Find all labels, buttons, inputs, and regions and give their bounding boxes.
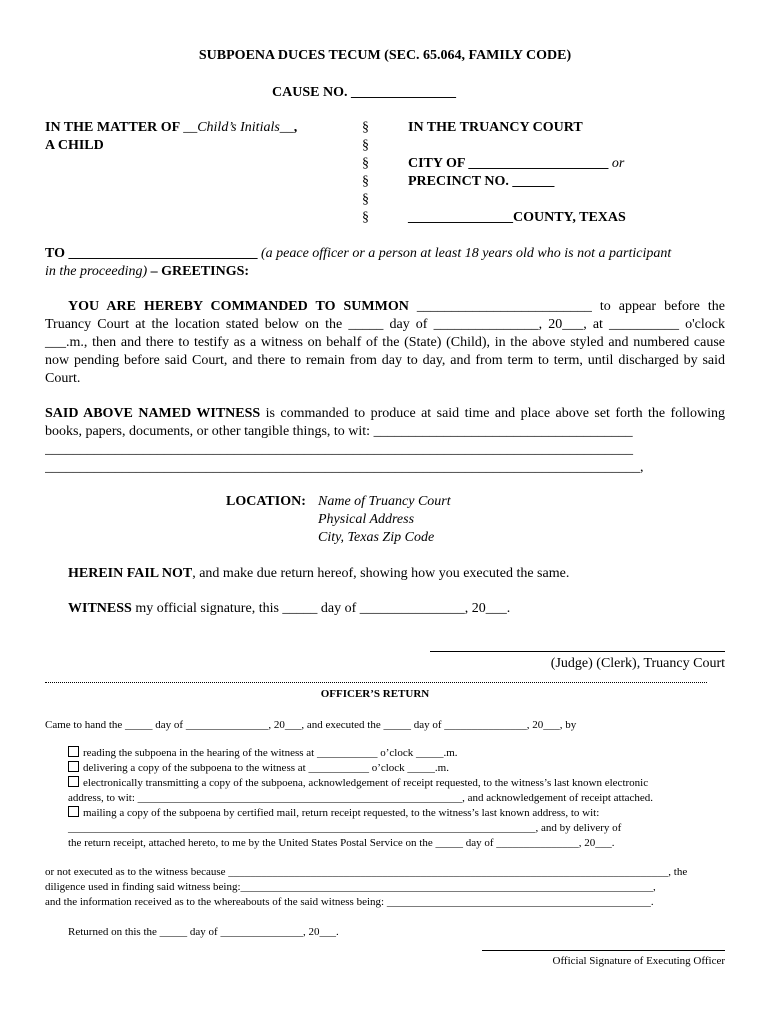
to-line-2 [45,263,249,281]
option-mailing-receipt: the return receipt, attached hereto, to me by the United States Postal Service on the _____ day of _______________, 20___. [68,837,615,849]
witness-produce-line-3: _____________________________________________________________________________________, [45,460,644,475]
county-line: _______________COUNTY, TEXAS [408,210,626,225]
document-title: SUBPOENA DUCES TECUM (SEC. 65.064, FAMILY CODE) [198,48,572,63]
matter-prefix: IN THE MATTER OF [45,120,180,135]
cause-number: CAUSE NO. _______________ [272,85,456,100]
matter-comma: , [293,120,298,135]
greetings: – GREETINGS: [147,264,250,279]
precinct-line: PRECINCT NO. ______ [408,174,555,189]
section-symbol: § [362,210,369,225]
to-paren-2: in the proceeding) [45,264,148,279]
court-name: IN THE TRUANCY COURT [408,120,583,135]
returned-line: Returned on this the _____ day of _______________, 20___. [68,926,339,938]
witness-signature-line [68,600,510,618]
command-bold: YOU ARE HEREBY COMMANDED TO SUMMON [68,299,409,314]
option-electronic [68,776,648,790]
city-of-line [408,155,624,173]
location-address: Physical Address [318,512,415,527]
option-delivering [68,761,449,775]
to-label: TO ___________________________ [45,246,258,261]
judge-clerk-label: (Judge) (Clerk), Truancy Court [550,656,725,671]
a-child-label: A CHILD [45,138,104,153]
whereabouts-line: and the information received as to the whereabouts of the said witness being: ________________________________________________. [45,896,654,908]
herein-bold: HEREIN FAIL NOT [68,566,193,581]
judge-signature-line [430,651,725,652]
officer-signature-label: Official Signature of Executing Officer [552,955,725,967]
option-delivering-text: delivering a copy of the subpoena to the witness at ___________ o’clock _____.m. [83,762,449,774]
section-symbol: § [362,174,369,189]
option-reading-text: reading the subpoena in the hearing of the witness at ___________ o’clock _____.m. [83,747,458,759]
section-symbol: § [362,192,369,207]
witness-produce-text: is commanded to produce at said time and place above set forth the following books, papers, documents, or other tangible things, to wit: _____________________________________ [45,406,725,439]
city-of-label: CITY OF ____________________ [408,156,609,171]
officers-return-heading: OFFICER’S RETURN [320,688,430,700]
matter-line [45,119,297,137]
location-city: City, Texas Zip Code [318,530,435,545]
delivering-checkbox[interactable] [68,761,79,772]
reading-checkbox[interactable] [68,746,79,757]
herein-line [68,565,569,583]
witness-text: my official signature, this _____ day of _______________, 20___. [131,601,511,616]
section-symbol: § [362,156,369,171]
witness-produce-line-2: ____________________________________________________________________________________ [45,442,633,457]
option-electronic-address: address, to wit: ___________________________________________________________, and acknowledgement of receipt attached. [68,792,654,804]
officer-signature-line [482,950,725,951]
witness-produce-paragraph [45,405,725,441]
childs-initials: __Child’s Initials__ [183,120,294,135]
section-divider [45,682,707,683]
option-mailing-text: mailing a copy of the subpoena by certified mail, return receipt requested, to the witness’s last known address, to wit: [83,807,600,819]
electronic-checkbox[interactable] [68,776,79,787]
option-reading [68,746,458,760]
command-paragraph [45,298,725,388]
option-mailing [68,806,599,820]
or-label: or [611,156,625,171]
to-paren: (a peace officer or a person at least 18 years old who is not a participant [257,246,672,261]
herein-text: , and make due return hereof, showing how you executed the same. [192,566,570,581]
witness-produce-bold: SAID ABOVE NAMED WITNESS [45,406,261,421]
location-label: LOCATION: [226,494,306,509]
command-text: _________________________ to appear before the Truancy Court at the location stated below on the _____ day of _______________, 20___, at __________ o'clock ___.m., then and there to testify as a witness on behalf of the (State) (Child), in the above styled and numbered cause now pending before said Court, and there to remain from day to day, and from term to term, until discharged by said Court. [45,299,725,386]
location-name: Name of Truancy Court [318,494,451,509]
section-symbol: § [362,120,369,135]
mailing-checkbox[interactable] [68,806,79,817]
to-line [45,245,671,263]
witness-bold: WITNESS [68,601,132,616]
section-symbol: § [362,138,369,153]
came-to-hand-line: Came to hand the _____ day of _______________, 20___, and executed the _____ day of _______________, 20___, by [45,719,577,731]
option-electronic-text: electronically transmitting a copy of the subpoena, acknowledgement of receipt requested, to the witness’s last known electronic [83,777,649,789]
option-mailing-address: _____________________________________________________________________________________, and by delivery of [68,822,622,834]
not-executed-line: or not executed as to the witness because ________________________________________________________________________________, the [45,866,688,878]
diligence-line: diligence used in finding said witness being:___________________________________________________________________________, [45,881,656,893]
